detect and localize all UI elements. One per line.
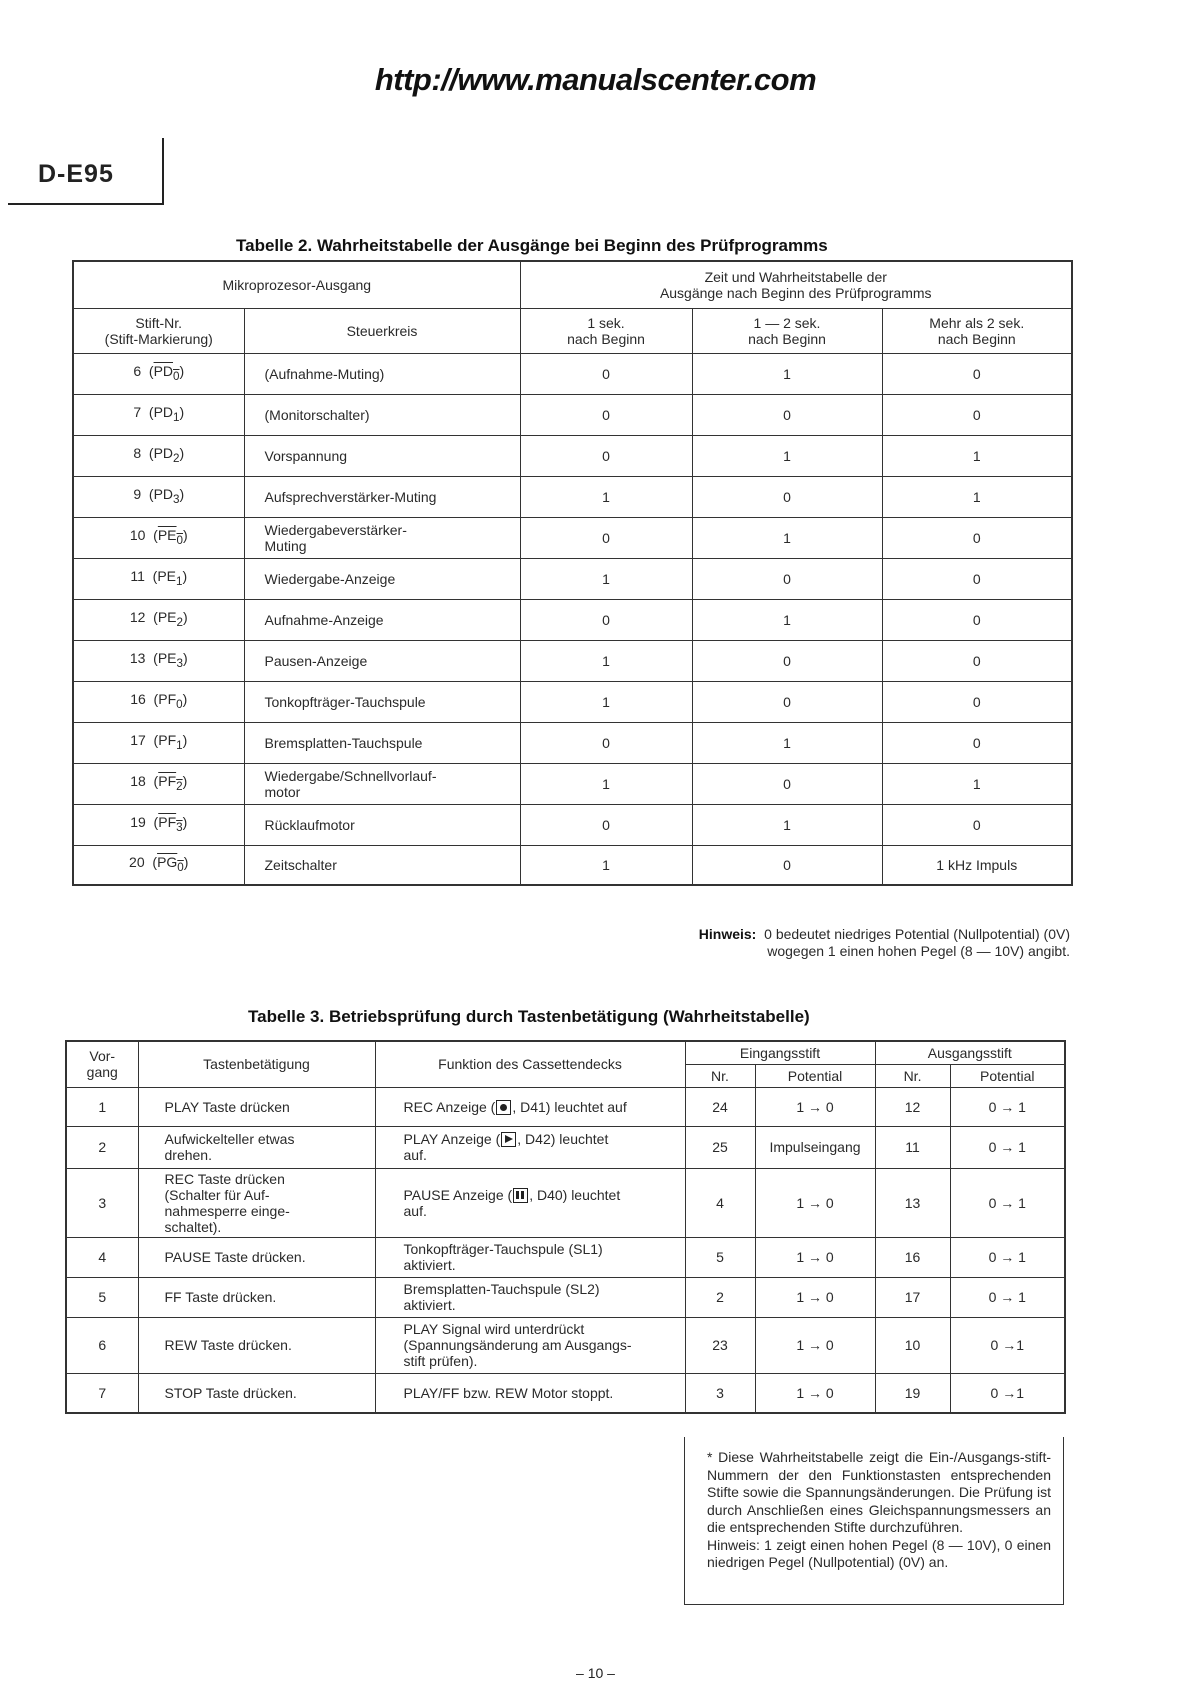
table3-footnote-hint: Hinweis: 1 zeigt einen hohen Pegel (8 — 10V), 0 einen niedrigen Pegel (Nullpotential) (0V) an. bbox=[707, 1536, 1051, 1570]
t3-cell: 0 bbox=[882, 353, 1072, 394]
t1-cell: 1 bbox=[520, 640, 692, 681]
table3-col-func: Funktion des Cassettendecks bbox=[375, 1041, 685, 1087]
func-cell: Bremsplatten-Tauchspule (SL2) aktiviert. bbox=[375, 1277, 685, 1317]
func-cell: PAUSE Anzeige ( , D40) leuchtet auf. bbox=[375, 1168, 685, 1237]
in-pot-cell: 1 → 0 bbox=[755, 1087, 875, 1126]
key-cell: REC Taste drücken (Schalter für Auf- nahmesperre einge- schaltet). bbox=[138, 1168, 375, 1237]
t2-cell: 0 bbox=[692, 845, 882, 885]
pin-cell: 20 $(PG_0)$ bbox=[73, 845, 244, 885]
t1-cell: 1 bbox=[520, 763, 692, 804]
circuit-cell: Rücklaufmotor bbox=[244, 804, 520, 845]
t1-cell: 0 bbox=[520, 517, 692, 558]
t3-cell: 0 bbox=[882, 804, 1072, 845]
table2-caption: Tabelle 2. Wahrheitstabelle der Ausgänge bei Beginn des Prüfprogramms bbox=[236, 236, 828, 255]
table3-row bbox=[66, 1317, 1065, 1373]
t2-cell: 0 bbox=[692, 476, 882, 517]
pin-cell: 17 $(PF_1)$ bbox=[73, 722, 244, 763]
t3-cell: 0 bbox=[882, 599, 1072, 640]
t3-cell: 0 bbox=[882, 722, 1072, 763]
rec-icon bbox=[496, 1100, 511, 1115]
table2-row bbox=[73, 763, 1072, 804]
t1-cell: 1 bbox=[520, 476, 692, 517]
pin-cell: 9 $(PD_3)$ bbox=[73, 476, 244, 517]
table3 bbox=[65, 1040, 1066, 1414]
out-nr-cell: 11 bbox=[875, 1126, 950, 1168]
t3-cell: 1 kHz Impuls bbox=[882, 845, 1072, 885]
table3-row bbox=[66, 1373, 1065, 1413]
out-nr-cell: 12 bbox=[875, 1087, 950, 1126]
table2-col-t2: 1 — 2 sek. nach Beginn bbox=[692, 308, 882, 353]
step-cell: 4 bbox=[66, 1237, 138, 1277]
in-pot-cell: Impulseingang bbox=[755, 1126, 875, 1168]
t3-cell: 0 bbox=[882, 640, 1072, 681]
table2-row bbox=[73, 599, 1072, 640]
in-pot-cell: 1 → 0 bbox=[755, 1317, 875, 1373]
table3-row bbox=[66, 1126, 1065, 1168]
table3-row bbox=[66, 1277, 1065, 1317]
t2-cell: 1 bbox=[692, 517, 882, 558]
t1-cell: 0 bbox=[520, 394, 692, 435]
table2-row bbox=[73, 845, 1072, 885]
t1-cell: 1 bbox=[520, 845, 692, 885]
in-nr-cell: 23 bbox=[685, 1317, 755, 1373]
circuit-cell: Vorspannung bbox=[244, 435, 520, 476]
circuit-cell: Tonkopfträger-Tauchspule bbox=[244, 681, 520, 722]
table3-col-out-pot: Potential bbox=[950, 1064, 1065, 1087]
t3-cell: 1 bbox=[882, 763, 1072, 804]
out-pot-cell: 0 → 1 bbox=[950, 1087, 1065, 1126]
pin-cell: 19 $(PF_3)$ bbox=[73, 804, 244, 845]
t1-cell: 0 bbox=[520, 804, 692, 845]
circuit-cell: Wiedergabe-Anzeige bbox=[244, 558, 520, 599]
pin-cell: 8 $(PD_2)$ bbox=[73, 435, 244, 476]
t2-cell: 0 bbox=[692, 763, 882, 804]
table2-note: Hinweis: 0 bedeutet niedriges Potential (Nullpotential) (0V) wogegen 1 einen hohen Pegel (8 — 10V) angibt. bbox=[698, 926, 1070, 959]
out-pot-cell: 0 → 1 bbox=[950, 1237, 1065, 1277]
model-label: D-E95 bbox=[38, 160, 114, 188]
table2-row bbox=[73, 517, 1072, 558]
table3-col-key: Tastenbetätigung bbox=[138, 1041, 375, 1087]
table2-row bbox=[73, 476, 1072, 517]
step-cell: 2 bbox=[66, 1126, 138, 1168]
in-pot-cell: 1 → 0 bbox=[755, 1373, 875, 1413]
t2-cell: 0 bbox=[692, 558, 882, 599]
t3-cell: 0 bbox=[882, 681, 1072, 722]
t2-cell: 0 bbox=[692, 640, 882, 681]
circuit-cell: Bremsplatten-Tauchspule bbox=[244, 722, 520, 763]
t1-cell: 0 bbox=[520, 722, 692, 763]
out-nr-cell: 17 bbox=[875, 1277, 950, 1317]
key-cell: STOP Taste drücken. bbox=[138, 1373, 375, 1413]
key-cell: FF Taste drücken. bbox=[138, 1277, 375, 1317]
out-pot-cell: 0 → 1 bbox=[950, 1168, 1065, 1237]
t2-cell: 1 bbox=[692, 435, 882, 476]
table2 bbox=[72, 260, 1073, 886]
t2-cell: 0 bbox=[692, 681, 882, 722]
circuit-cell: Wiedergabeverstärker- Muting bbox=[244, 517, 520, 558]
t3-cell: 0 bbox=[882, 558, 1072, 599]
model-divider-horizontal bbox=[8, 203, 164, 205]
pin-cell: 16 $(PF_0)$ bbox=[73, 681, 244, 722]
out-pot-cell: 0 →1 bbox=[950, 1373, 1065, 1413]
out-pot-cell: 0 → 1 bbox=[950, 1126, 1065, 1168]
table2-col-pin: Stift-Nr. (Stift-Markierung) bbox=[73, 308, 244, 353]
key-cell: REW Taste drücken. bbox=[138, 1317, 375, 1373]
in-nr-cell: 4 bbox=[685, 1168, 755, 1237]
table2-col-t3: Mehr als 2 sek. nach Beginn bbox=[882, 308, 1072, 353]
pin-cell: 13 $(PE_3)$ bbox=[73, 640, 244, 681]
table2-group-right: Zeit und Wahrheitstabelle der Ausgänge nach Beginn des Prüfprogramms bbox=[520, 261, 1072, 308]
table3-caption: Tabelle 3. Betriebsprüfung durch Tastenbetätigung (Wahrheitstabelle) bbox=[248, 1007, 810, 1026]
table3-row bbox=[66, 1168, 1065, 1237]
t2-cell: 1 bbox=[692, 599, 882, 640]
t3-cell: 0 bbox=[882, 394, 1072, 435]
out-nr-cell: 16 bbox=[875, 1237, 950, 1277]
pin-cell: 18 $(PF_2)$ bbox=[73, 763, 244, 804]
t2-cell: 0 bbox=[692, 394, 882, 435]
circuit-cell: Wiedergabe/Schnellvorlauf- motor bbox=[244, 763, 520, 804]
play-icon bbox=[501, 1132, 516, 1147]
table2-row bbox=[73, 722, 1072, 763]
t1-cell: 0 bbox=[520, 353, 692, 394]
in-nr-cell: 25 bbox=[685, 1126, 755, 1168]
table2-row bbox=[73, 558, 1072, 599]
pin-cell: 11 $(PE_1)$ bbox=[73, 558, 244, 599]
table2-col-t1: 1 sek. nach Beginn bbox=[520, 308, 692, 353]
step-cell: 3 bbox=[66, 1168, 138, 1237]
pin-cell: 10 $(PE_0)$ bbox=[73, 517, 244, 558]
key-cell: Aufwickelteller etwas drehen. bbox=[138, 1126, 375, 1168]
pause-icon bbox=[513, 1188, 528, 1203]
func-cell: PLAY Signal wird unterdrückt (Spannungsänderung am Ausgangs- stift prüfen). bbox=[375, 1317, 685, 1373]
in-pot-cell: 1 → 0 bbox=[755, 1237, 875, 1277]
in-nr-cell: 24 bbox=[685, 1087, 755, 1126]
table2-row bbox=[73, 681, 1072, 722]
t1-cell: 0 bbox=[520, 435, 692, 476]
table3-col-step: Vor- gang bbox=[66, 1041, 138, 1087]
func-cell: Tonkopfträger-Tauchspule (SL1) aktiviert. bbox=[375, 1237, 685, 1277]
in-pot-cell: 1 → 0 bbox=[755, 1277, 875, 1317]
pin-cell: 6 $(PD_0)$ bbox=[73, 353, 244, 394]
t3-cell: 0 bbox=[882, 517, 1072, 558]
table2-row bbox=[73, 353, 1072, 394]
t2-cell: 1 bbox=[692, 722, 882, 763]
table3-col-in-nr: Nr. bbox=[685, 1064, 755, 1087]
in-nr-cell: 3 bbox=[685, 1373, 755, 1413]
circuit-cell: Aufsprechverstärker-Muting bbox=[244, 476, 520, 517]
step-cell: 6 bbox=[66, 1317, 138, 1373]
circuit-cell: (Monitorschalter) bbox=[244, 394, 520, 435]
page-number: – 10 – bbox=[576, 1665, 615, 1681]
table3-row bbox=[66, 1237, 1065, 1277]
table3-row bbox=[66, 1087, 1065, 1126]
out-nr-cell: 13 bbox=[875, 1168, 950, 1237]
pin-cell: 7 $(PD_1)$ bbox=[73, 394, 244, 435]
func-cell: PLAY/FF bzw. REW Motor stoppt. bbox=[375, 1373, 685, 1413]
in-nr-cell: 2 bbox=[685, 1277, 755, 1317]
func-cell: PLAY Anzeige ( , D42) leuchtet auf. bbox=[375, 1126, 685, 1168]
in-pot-cell: 1 → 0 bbox=[755, 1168, 875, 1237]
step-cell: 7 bbox=[66, 1373, 138, 1413]
table3-col-out-nr: Nr. bbox=[875, 1064, 950, 1087]
t2-cell: 1 bbox=[692, 353, 882, 394]
model-divider-vertical bbox=[162, 138, 164, 204]
header-url[interactable]: http://www.manualscenter.com bbox=[374, 62, 817, 97]
t1-cell: 1 bbox=[520, 681, 692, 722]
t3-cell: 1 bbox=[882, 476, 1072, 517]
table2-row bbox=[73, 804, 1072, 845]
out-nr-cell: 19 bbox=[875, 1373, 950, 1413]
in-nr-cell: 5 bbox=[685, 1237, 755, 1277]
table3-col-in: Eingangsstift bbox=[685, 1041, 875, 1064]
t3-cell: 1 bbox=[882, 435, 1072, 476]
func-cell: REC Anzeige ( , D41) leuchtet auf bbox=[375, 1087, 685, 1126]
table2-row bbox=[73, 435, 1072, 476]
table2-row bbox=[73, 640, 1072, 681]
t2-cell: 1 bbox=[692, 804, 882, 845]
out-pot-cell: 0 → 1 bbox=[950, 1277, 1065, 1317]
pin-cell: 12 $(PE_2)$ bbox=[73, 599, 244, 640]
table2-row bbox=[73, 394, 1072, 435]
t1-cell: 0 bbox=[520, 599, 692, 640]
circuit-cell: Zeitschalter bbox=[244, 845, 520, 885]
key-cell: PAUSE Taste drücken. bbox=[138, 1237, 375, 1277]
circuit-cell: (Aufnahme-Muting) bbox=[244, 353, 520, 394]
table3-col-in-pot: Potential bbox=[755, 1064, 875, 1087]
t1-cell: 1 bbox=[520, 558, 692, 599]
step-cell: 5 bbox=[66, 1277, 138, 1317]
key-cell: PLAY Taste drücken bbox=[138, 1087, 375, 1126]
out-pot-cell: 0 →1 bbox=[950, 1317, 1065, 1373]
circuit-cell: Aufnahme-Anzeige bbox=[244, 599, 520, 640]
table2-col-circuit: Steuerkreis bbox=[244, 308, 520, 353]
out-nr-cell: 10 bbox=[875, 1317, 950, 1373]
table3-footnote: * Diese Wahrheitstabelle zeigt die Ein-/Ausgangs-stift-Nummern der den Funktionstasten entsprechenden Stifte sowie die Spannungsänderungen. Die Prüfung ist durch Anschließen eines Gleichspannungsmessers an die entsprechenden Stifte durchzuführen. Hinweis: 1 zeigt einen hohen Pegel (8 — 10V), 0 einen niedrigen Pegel (Nullpotential) (0V) an. bbox=[684, 1437, 1064, 1605]
table3-col-out: Ausgangsstift bbox=[875, 1041, 1065, 1064]
step-cell: 1 bbox=[66, 1087, 138, 1126]
table2-group-left: Mikroprozesor-Ausgang bbox=[73, 261, 520, 308]
circuit-cell: Pausen-Anzeige bbox=[244, 640, 520, 681]
